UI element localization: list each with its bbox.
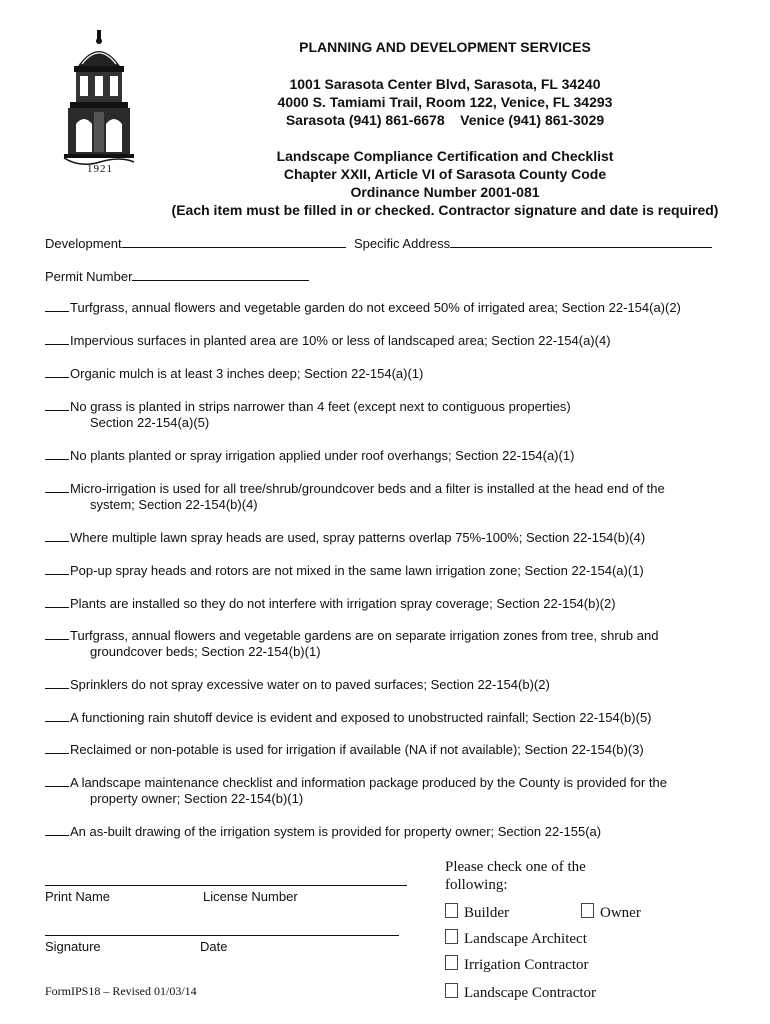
- print-name-line[interactable]: [45, 885, 407, 886]
- checklist-blank[interactable]: [45, 333, 69, 345]
- development-input-line[interactable]: [122, 235, 346, 248]
- checklist-item[interactable]: Micro-irrigation is used for all tree/shrub/groundcover beds and a filter is installed at the head end of the system; Section 22-154(b)(4): [45, 481, 665, 513]
- address-sarasota: 1001 Sarasota Center Blvd, Sarasota, FL 34240: [289, 76, 601, 92]
- code-chapter: Chapter XXII, Article VI of Sarasota County Code: [283, 166, 607, 182]
- checklist-item[interactable]: Organic mulch is at least 3 inches deep; Section 22-154(a)(1): [45, 366, 423, 382]
- date-label: Date: [200, 939, 228, 954]
- signature-line[interactable]: [45, 935, 399, 936]
- checklist-blank[interactable]: [45, 563, 69, 575]
- checkbox-owner[interactable]: [581, 903, 594, 918]
- checklist-blank[interactable]: [45, 481, 69, 493]
- checklist-item[interactable]: No grass is planted in strips narrower than 4 feet (except next to contiguous properties) Section 22-154(a)(5): [45, 399, 571, 431]
- contractor-prompt-cont: following:: [445, 877, 508, 893]
- checklist-blank[interactable]: [45, 710, 69, 722]
- checklist-blank[interactable]: [45, 742, 69, 754]
- checklist-item[interactable]: Reclaimed or non-potable is used for irrigation if available (NA if not available); Section 22-154(b)(3): [45, 742, 644, 758]
- form-instruction: (Each item must be filled in or checked. Contractor signature and date is required): [171, 202, 719, 218]
- checklist-item[interactable]: Where multiple lawn spray heads are used, spray patterns overlap 75%-100%; Section 22-154(b)(4): [45, 530, 645, 546]
- address-input-line[interactable]: [450, 235, 712, 248]
- checklist-blank[interactable]: [45, 775, 69, 787]
- checklist-item[interactable]: A landscape maintenance checklist and information package produced by the County is provided for the property owner; Section 22-154(b)(1): [45, 775, 667, 807]
- checklist-item[interactable]: Turfgrass, annual flowers and vegetable gardens are on separate irrigation zones from tree, shrub and groundcover beds; Section 22-154(b)(1): [45, 628, 658, 660]
- license-number-label: License Number: [203, 889, 298, 904]
- option-builder[interactable]: Builder: [445, 903, 509, 922]
- checklist-item[interactable]: Impervious surfaces in planted area are 10% or less of landscaped area; Section 22-154(a)(4): [45, 333, 611, 349]
- option-landscape-architect[interactable]: Landscape Architect: [445, 929, 587, 948]
- checklist-item[interactable]: A functioning rain shutoff device is evident and exposed to unobstructed rainfall; Section 22-154(b)(5): [45, 710, 652, 726]
- checklist-blank[interactable]: [45, 824, 69, 836]
- contractor-prompt: Please check one of the: [445, 859, 586, 875]
- phone-numbers: Sarasota (941) 861-6678 Venice (941) 861-3029: [285, 112, 605, 128]
- checkbox-builder[interactable]: [445, 903, 458, 918]
- ordinance-number: Ordinance Number 2001-081: [350, 184, 540, 200]
- form-id-footer: FormIPS18 – Revised 01/03/14: [45, 984, 197, 998]
- checklist-blank[interactable]: [45, 399, 69, 411]
- permit-label: Permit Number: [45, 269, 133, 284]
- development-field[interactable]: [45, 235, 346, 252]
- checklist-blank[interactable]: [45, 366, 69, 378]
- print-name-label: Print Name: [45, 889, 111, 904]
- checklist-blank[interactable]: [45, 677, 69, 689]
- checkbox-landscape-contractor[interactable]: [445, 983, 458, 998]
- option-irrigation-contractor[interactable]: Irrigation Contractor: [445, 955, 589, 974]
- checklist-blank[interactable]: [45, 628, 69, 640]
- development-label: Development: [45, 236, 122, 251]
- checkbox-landscape-architect[interactable]: [445, 929, 458, 944]
- option-landscape-contractor[interactable]: Landscape Contractor: [445, 983, 596, 1002]
- address-venice: 4000 S. Tamiami Trail, Room 122, Venice, FL 34293: [277, 94, 613, 110]
- county-seal-logo: [60, 28, 140, 176]
- checklist-item[interactable]: An as-built drawing of the irrigation system is provided for property owner; Section 22-155(a): [45, 824, 601, 840]
- option-owner[interactable]: Owner: [581, 903, 641, 922]
- address-field[interactable]: [354, 235, 712, 252]
- checklist-item[interactable]: Turfgrass, annual flowers and vegetable garden do not exceed 50% of irrigated area; Section 22-154(a)(2): [45, 300, 681, 316]
- checklist-item[interactable]: Sprinklers do not spray excessive water on to paved surfaces; Section 22-154(b)(2): [45, 677, 550, 693]
- checklist-blank[interactable]: [45, 448, 69, 460]
- signature-label: Signature: [45, 939, 101, 954]
- courthouse-tower-icon: [60, 28, 140, 176]
- checklist-blank[interactable]: [45, 530, 69, 542]
- checklist-item[interactable]: No plants planted or spray irrigation applied under roof overhangs; Section 22-154(a)(1): [45, 448, 574, 464]
- form-title: Landscape Compliance Certification and Checklist: [276, 148, 614, 164]
- logo-year: 1921: [87, 163, 113, 175]
- checklist-item[interactable]: Pop-up spray heads and rotors are not mixed in the same lawn irrigation zone; Section 22-154(a)(1): [45, 563, 644, 579]
- department-name: PLANNING AND DEVELOPMENT SERVICES: [299, 39, 591, 55]
- address-label: Specific Address: [354, 236, 451, 251]
- checklist-item[interactable]: Plants are installed so they do not interfere with irrigation spray coverage; Section 22-154(b)(2): [45, 596, 616, 612]
- checklist-blank[interactable]: [45, 300, 69, 312]
- checklist-blank[interactable]: [45, 596, 69, 608]
- checkbox-irrigation-contractor[interactable]: [445, 955, 458, 970]
- permit-input-line[interactable]: [132, 268, 309, 281]
- permit-field[interactable]: [45, 268, 309, 285]
